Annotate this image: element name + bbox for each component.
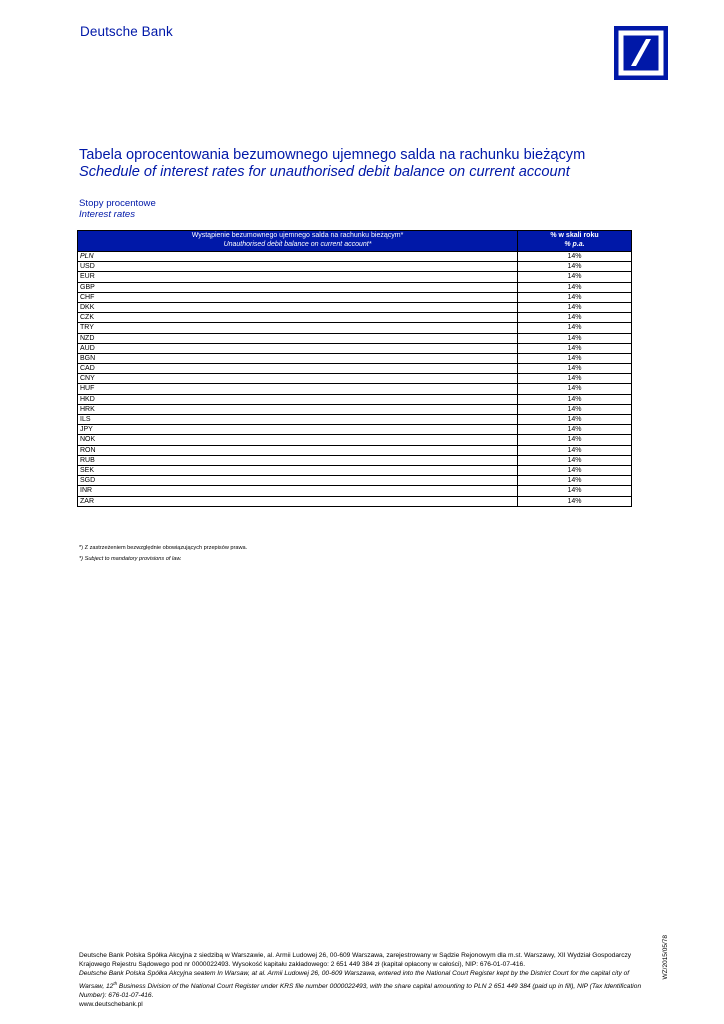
table-row	[78, 353, 632, 363]
rate-cell: 14%	[518, 262, 632, 272]
rate-cell: 14%	[518, 486, 632, 496]
rate-cell: 14%	[518, 343, 632, 353]
currency-cell: ILS	[78, 415, 518, 425]
currency-cell: CAD	[78, 364, 518, 374]
currency-cell: CNY	[78, 374, 518, 384]
table-row	[78, 415, 632, 425]
table-row	[78, 343, 632, 353]
logo-slash-icon	[614, 26, 668, 80]
rate-cell: 14%	[518, 302, 632, 312]
rate-cell: 14%	[518, 476, 632, 486]
rate-cell: 14%	[518, 282, 632, 292]
rate-cell: 14%	[518, 465, 632, 475]
rate-cell: 14%	[518, 455, 632, 465]
table-row	[78, 404, 632, 414]
rate-cell: 14%	[518, 425, 632, 435]
table-row	[78, 435, 632, 445]
page-title-en: Schedule of interest rates for unauthorised debit balance on current account	[79, 164, 570, 180]
table-row	[78, 384, 632, 394]
section-heading-pl: Stopy procentowe	[79, 198, 156, 209]
column-header-balance-pl: Wystąpienie bezumownego ujemnego salda na rachunku bieżącym*	[191, 232, 404, 239]
rate-cell: 14%	[518, 353, 632, 363]
table-row	[78, 486, 632, 496]
table-row	[78, 425, 632, 435]
footnote-pl: *) Z zastrzeżeniem bezwzględnie obowiązujących przepisów prawa.	[79, 545, 248, 551]
rate-cell: 14%	[518, 333, 632, 343]
rate-cell: 14%	[518, 292, 632, 302]
table-row	[78, 374, 632, 384]
legal-footer-en	[79, 969, 647, 1000]
currency-cell: SGD	[78, 476, 518, 486]
currency-cell: RUB	[78, 455, 518, 465]
rate-cell: 14%	[518, 415, 632, 425]
column-header-rate	[518, 231, 632, 252]
rate-cell: 14%	[518, 323, 632, 333]
rate-cell: 14%	[518, 404, 632, 414]
table-row	[78, 272, 632, 282]
currency-cell: PLN	[78, 252, 518, 262]
currency-cell: ZAR	[78, 496, 518, 506]
currency-cell: HUF	[78, 384, 518, 394]
currency-cell: CZK	[78, 313, 518, 323]
section-heading-en: Interest rates	[79, 209, 135, 220]
legal-footer-en-part2: Business Division of the National Court Register under KRS file number 0000022493, with the share capital amounting to PLN 2 651 449 384 (paid up in fill), NIP (Tax Identification Number): 676-01-07-416.	[79, 982, 642, 999]
table-body	[78, 252, 632, 507]
table-row	[78, 333, 632, 343]
interest-rate-table	[77, 230, 632, 507]
column-header-rate-pl: % w skali roku	[550, 232, 599, 239]
legal-footer-en-part1: Deutsche Bank Polska Spółka Akcyjna seatem In Warsaw, at al. Armii Ludowej 26, 00-609 Warszawa, entered into the National Court Register kept by the District Court for the capital city of Warsaw, 12	[79, 970, 630, 990]
table-row	[78, 476, 632, 486]
currency-cell: USD	[78, 262, 518, 272]
table-row	[78, 292, 632, 302]
table-row	[78, 323, 632, 333]
currency-cell: CHF	[78, 292, 518, 302]
footnote-en: *) Subject to mandatory provisions of law.	[79, 556, 182, 562]
legal-footer-en-sup: th	[113, 980, 118, 986]
rate-cell: 14%	[518, 435, 632, 445]
document-code-wrapper	[662, 935, 672, 995]
currency-cell: HKD	[78, 394, 518, 404]
table-row	[78, 302, 632, 312]
page-title-pl: Tabela oprocentowania bezumownego ujemnego salda na rachunku bieżącym	[79, 147, 586, 163]
currency-cell: TRY	[78, 323, 518, 333]
currency-cell: RON	[78, 445, 518, 455]
deutsche-bank-logo	[614, 26, 668, 80]
table-row	[78, 282, 632, 292]
rate-cell: 14%	[518, 374, 632, 384]
legal-footer	[79, 951, 647, 1009]
rate-cell: 14%	[518, 384, 632, 394]
table-row	[78, 364, 632, 374]
currency-cell: INR	[78, 486, 518, 496]
column-header-rate-en: % p.a.	[564, 240, 585, 248]
currency-cell: JPY	[78, 425, 518, 435]
rate-cell: 14%	[518, 272, 632, 282]
rate-cell: 14%	[518, 394, 632, 404]
table-row	[78, 496, 632, 506]
column-header-balance	[78, 231, 518, 252]
table-row	[78, 455, 632, 465]
table-row	[78, 252, 632, 262]
currency-cell: DKK	[78, 302, 518, 312]
rate-cell: 14%	[518, 364, 632, 374]
table-row	[78, 445, 632, 455]
currency-cell: HRK	[78, 404, 518, 414]
legal-footer-pl: Deutsche Bank Polska Spółka Akcyjna z siedzibą w Warszawie, al. Armii Ludowej 26, 00-609 Warszawa, zarejestrowany w Sądzie Rejonowym dla m.st. Warszawy, XII Wydział Gospodarczy Krajowego Rejestru Sądowego pod nr 0000022493. Wysokość kapitału zakładowego: 2 651 449 384 zł (kapitał opłacony w całości), NIP: 676-01-07-416.	[79, 952, 632, 969]
currency-cell: NZD	[78, 333, 518, 343]
currency-cell: BGN	[78, 353, 518, 363]
document-code: WZ/2015/05/78	[662, 935, 669, 980]
currency-cell: AUD	[78, 343, 518, 353]
rate-cell: 14%	[518, 252, 632, 262]
currency-cell: EUR	[78, 272, 518, 282]
table-row	[78, 465, 632, 475]
currency-cell: NOK	[78, 435, 518, 445]
table-row	[78, 394, 632, 404]
table-header-row	[78, 231, 632, 252]
table-row	[78, 262, 632, 272]
column-header-balance-en: Unauthorised debit balance on current account*	[223, 240, 372, 248]
rate-cell: 14%	[518, 496, 632, 506]
rate-cell: 14%	[518, 445, 632, 455]
currency-cell: GBP	[78, 282, 518, 292]
table-row	[78, 313, 632, 323]
brand-name: Deutsche Bank	[80, 24, 173, 39]
rate-cell: 14%	[518, 313, 632, 323]
currency-cell: SEK	[78, 465, 518, 475]
website-link[interactable]: www.deutschebank.pl	[79, 1001, 143, 1009]
